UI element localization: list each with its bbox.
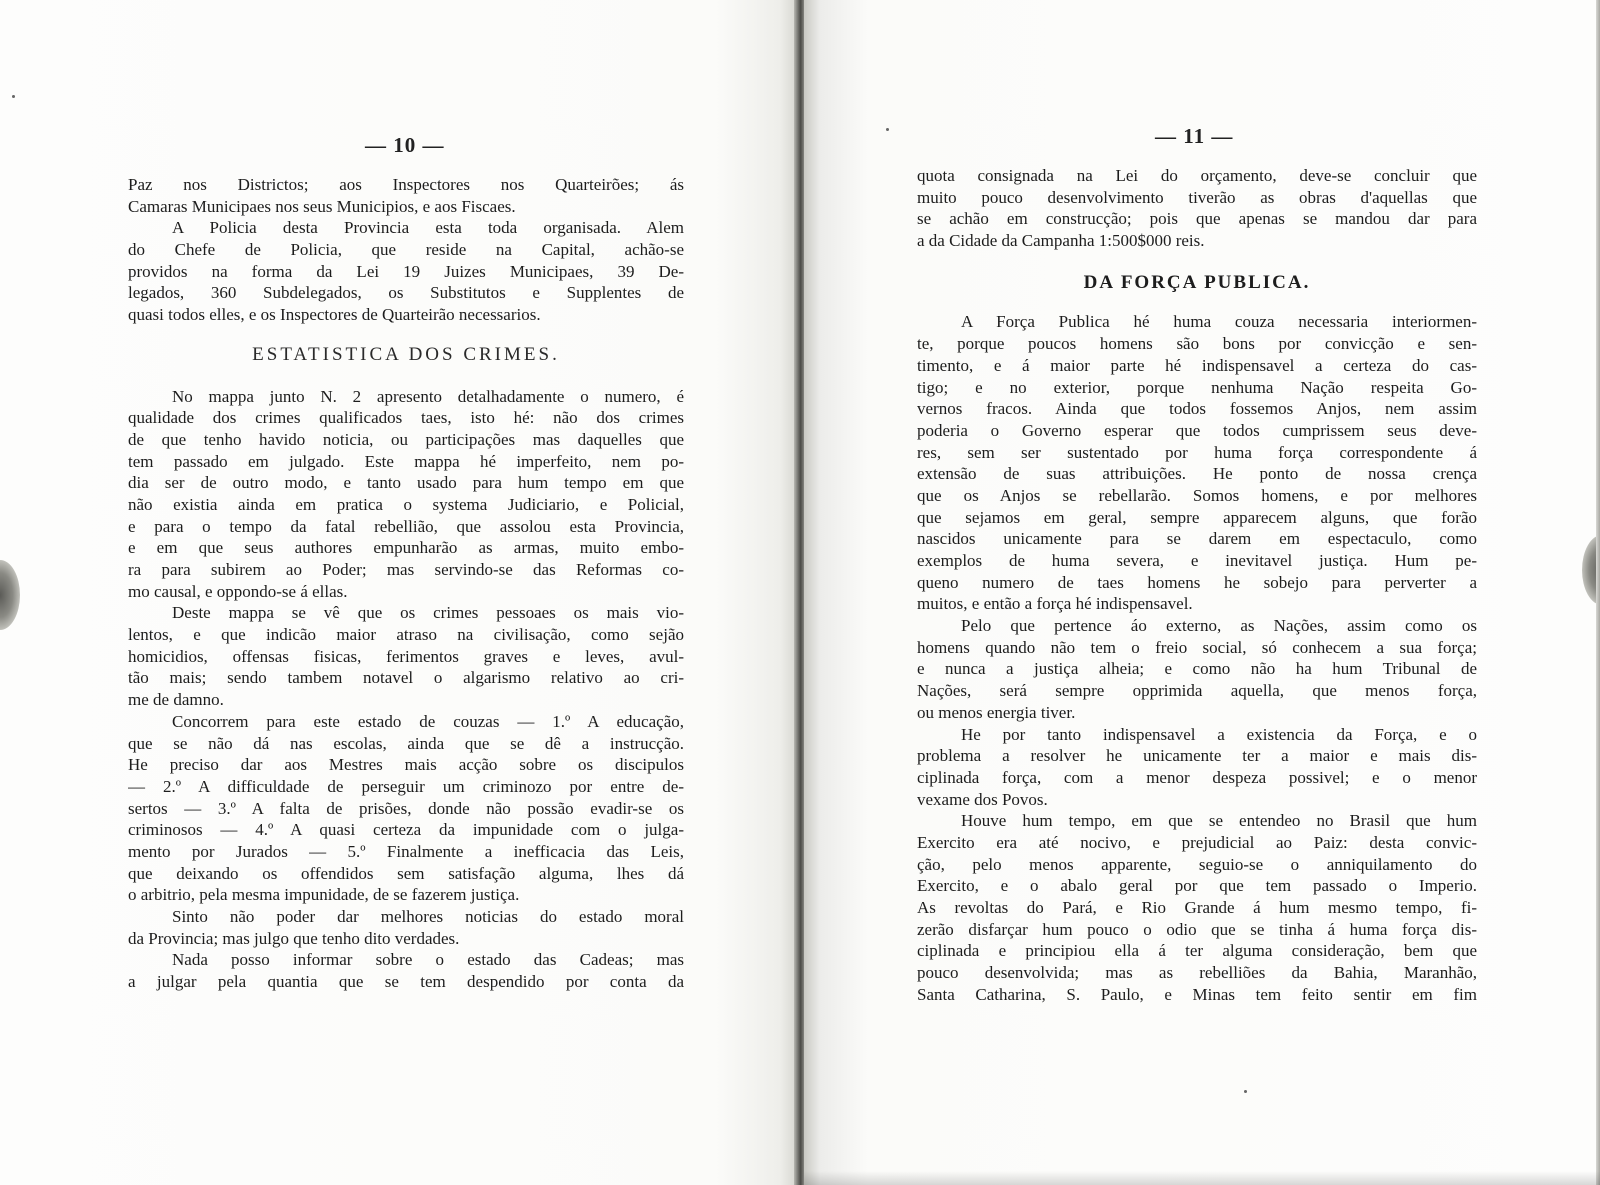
text-line: queno numero de taes homens he sobejo para perverter a [917, 572, 1477, 592]
text-line: extensão de suas attribuições. He ponto de nossa crença [917, 464, 1477, 484]
text-line: zerão disfarçar hum pouco o odio que se tinha á huma força dis- [917, 919, 1477, 939]
text-line: Paz nos Districtos; aos Inspectores nos Quarteirões; ás [128, 175, 684, 194]
text-line: Nações, será sempre opprimida aquella, que menos força, [917, 681, 1477, 701]
text-line: de que tenho havido noticia, ou participações mas daquelles que [128, 429, 684, 449]
text-line: Deste mappa se vê que os crimes pessoaes os mais vio- [172, 603, 684, 623]
speck-mark [1244, 1090, 1247, 1093]
left-page-text [128, 174, 684, 993]
right-page-edge [1596, 0, 1600, 1185]
text-line: A Força Publica hé huma couza necessaria interiormen- [961, 312, 1477, 332]
text-line: que os Anjos se rebellarão. Somos homens, e por melhores [917, 485, 1477, 505]
text-line: Exercito, e o abalo geral por que tem passado o Imperio. [917, 876, 1477, 896]
text-line: não existia ainda em pratica o systema Judiciario, e Policial, [128, 494, 684, 514]
text-line: do Chefe de Policia, que reside na Capital, achão-se [128, 240, 684, 260]
text-line: nascidos unicamente para se darem em espectaculo, como [917, 529, 1477, 549]
right-page-number: — 11 — [1155, 124, 1234, 148]
text-line: da Provincia; mas julgo que tenho dito verdades. [128, 928, 460, 948]
text-line: tem passado em julgado. Este mappa hé imperfeito, nem po- [128, 451, 684, 471]
text-line: e para o tempo da fatal rebellião, que assolou esta Provincia, [128, 516, 684, 536]
text-line: criminosos — 4.º A quasi certeza da impunidade com o julga- [128, 820, 684, 840]
right-page-text [917, 165, 1477, 1005]
text-line: Houve hum tempo, em que se entendeo no Brasil que hum [961, 811, 1477, 831]
text-line: A Policia desta Provincia esta toda organisada. Alem [172, 218, 684, 238]
text-line: que sejamos em geral, sempre apparecem alguns, que forão [917, 507, 1477, 527]
bottom-shadow [804, 1171, 1600, 1185]
right-paragraphs-top [917, 165, 1477, 252]
text-line: me de damno. [128, 690, 224, 710]
text-line: se achão em construcção; pois que apenas se mandou dar para [917, 209, 1477, 229]
text-line: problema a resolver he unicamente ter a maior e mais dis- [917, 746, 1477, 766]
text-line: quasi todos elles, e os Inspectores de Quarteirão necessarios. [128, 305, 541, 325]
text-line: ou menos energia tiver. [917, 702, 1076, 722]
text-line: timento, e á maior parte hé indispensavel a certeza do cas- [917, 355, 1477, 375]
text-line: pouco desenvolvida; mas as rebelliões da Bahia, Maranhão, [917, 963, 1477, 983]
text-line: Nada posso informar sobre o estado das Cadeas; mas [172, 950, 684, 970]
text-line: legados, 360 Subdelegados, os Substitutos e Supplentes de [128, 283, 684, 303]
text-line: a julgar pela quantia que se tem despendido por conta da [128, 972, 684, 992]
left-paragraphs-main [128, 386, 684, 993]
text-line: vernos fracos. Ainda que todos fossemos Anjos, nem assim [917, 399, 1477, 419]
text-line: He preciso dar aos Mestres mais acção sobre os discipulos [128, 755, 684, 775]
text-line: que se não dá nas escolas, ainda que se dê a instrucção. [128, 733, 684, 753]
text-line: ra para subirem ao Poder; mas servindo-se das Reformas co- [128, 560, 684, 580]
text-line: que deixando os offendidos sem satisfação alguma, lhes dá [128, 863, 684, 883]
text-line: tigo; e no exterior, porque nenhuma Nação respeita Go- [917, 377, 1477, 397]
right-section-heading: DA FORÇA PUBLICA. [1083, 271, 1311, 293]
text-line: lentos, e que indicão maior atraso na civilisação, como sejão [128, 625, 684, 645]
text-line: qualidade dos crimes qualificados taes, isto hé: não dos crimes [128, 408, 684, 428]
text-line: te, porque poucos homens são bons por convicção e sen- [917, 334, 1477, 354]
text-line: muito pouco desenvolvimento tiverão as obras d'aquellas que [917, 187, 1477, 207]
text-line: dia ser de outro modo, e tanto usado para hum tempo em que [128, 473, 684, 493]
speck-mark [886, 128, 889, 131]
text-line: e em que seus authores empunharão as armas, muito embo- [128, 538, 684, 558]
text-line: mo causal, e oppondo-se á ellas. [128, 581, 348, 601]
text-line: quota consignada na Lei do orçamento, deve-se concluir que [917, 166, 1477, 185]
left-page-number: — 10 — [365, 133, 445, 157]
left-section-heading: ESTATISTICA DOS CRIMES. [252, 343, 560, 365]
text-line: o arbitrio, pela mesma impunidade, de se fazerem justiça. [128, 885, 520, 905]
text-line: sertos — 3.º A falta de prisões, donde não possão evadir-se os [128, 798, 684, 818]
text-line: vexame dos Povos. [917, 789, 1048, 809]
text-line: As revoltas do Pará, e Rio Grande á hum mesmo tempo, fi- [917, 898, 1477, 918]
text-line: Camaras Municipaes nos seus Municipios, e aos Fiscaes. [128, 196, 516, 216]
text-line: Pelo que pertence áo externo, as Nações, assim como os [961, 616, 1477, 636]
left-page-tab-mark [0, 560, 20, 630]
text-line: a da Cidade da Campanha 1:500$000 reis. [917, 231, 1205, 251]
text-line: mento por Jurados — 5.º Finalmente a inefficacia das Leis, [128, 841, 684, 861]
text-line: homicidios, offensas fisicas, ferimentos graves e leves, avul- [128, 646, 684, 666]
text-line: homens quando não tem o freio social, só conhecem a sua força; [917, 637, 1477, 657]
text-line: — 2.º A difficuldade de perseguir um criminozo por entre de- [128, 776, 684, 796]
text-line: e nunca a justiça alheia; e como não ha hum Tribunal de [917, 659, 1477, 679]
text-line: ciplinada força, com a menor despeza possivel; e o menor [917, 767, 1477, 787]
left-paragraphs-top [128, 174, 684, 326]
text-line: providos na forma da Lei 19 Juizes Municipaes, 39 De- [128, 261, 684, 281]
text-line: ciplinada e principiou ella á ter alguma consideração, bem que [917, 941, 1477, 961]
text-line: ção, pelo menos apparente, seguio-se o anniquilamento do [917, 854, 1477, 874]
text-line: poderia o Governo esperar que todos cumprissem seus deve- [917, 420, 1477, 440]
left-page [0, 0, 796, 1185]
speck-mark [12, 95, 15, 98]
right-paragraphs-main [917, 311, 1477, 1005]
text-line: exemplos de huma severa, e inevitavel justiça. Hum pe- [917, 551, 1477, 571]
right-page [804, 0, 1600, 1185]
text-line: Sinto não poder dar melhores noticias do estado moral [172, 907, 684, 927]
text-line: Concorrem para este estado de couzas — 1.º A educação, [172, 711, 684, 731]
text-line: res, sem ser sustentado por huma força correspondente á [917, 442, 1477, 462]
text-line: Santa Catharina, S. Paulo, e Minas tem feito sentir em fim [917, 984, 1477, 1004]
text-line: muitos, e então a força hé indispensavel. [917, 594, 1193, 614]
text-line: tão mais; sendo tambem notavel o algarismo relativo ao cri- [128, 668, 684, 688]
text-line: He por tanto indispensavel a existencia da Força, e o [961, 724, 1477, 744]
text-line: No mappa junto N. 2 apresento detalhadamente o numero, é [172, 386, 684, 406]
text-line: Exercito era até nocivo, e prejudicial ao Paiz: desta convic- [917, 832, 1477, 852]
